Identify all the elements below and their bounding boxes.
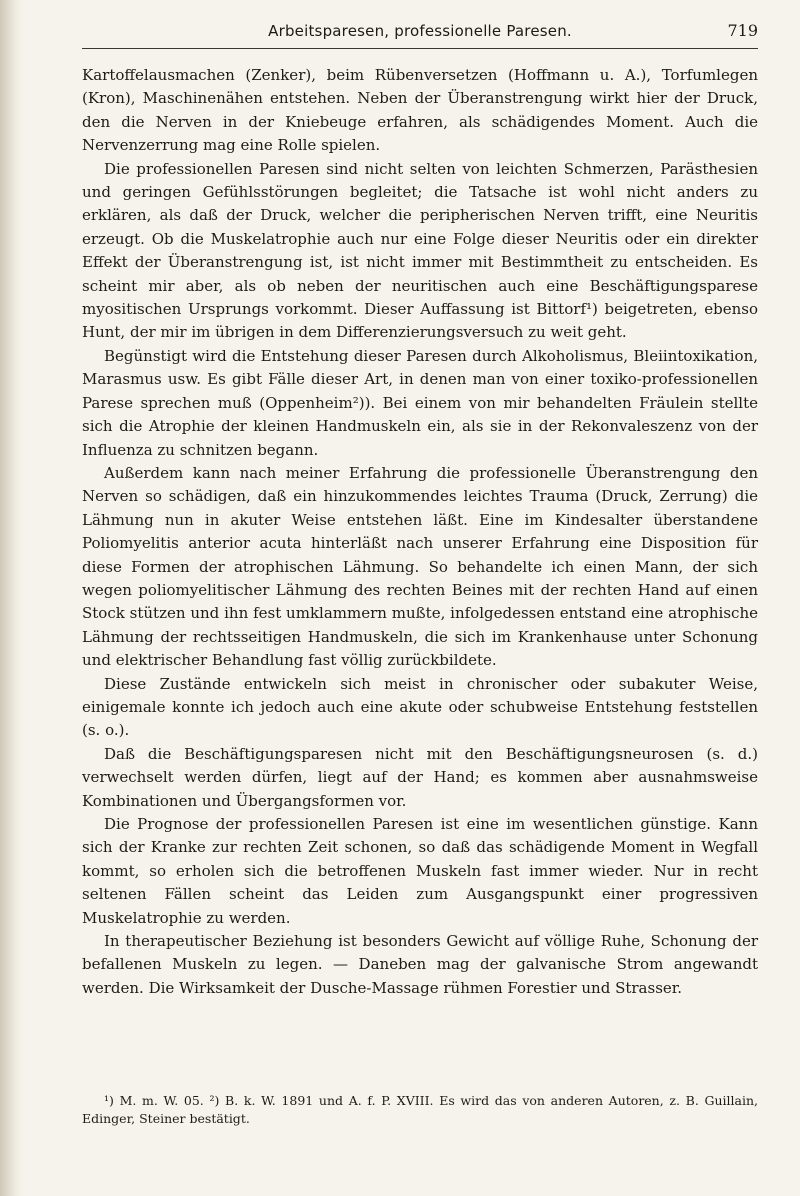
page-spine-shadow <box>0 0 22 1196</box>
paragraph-2: Die professionellen Paresen sind nicht selten von leichten Schmerzen, Parästhesien und geringen Gefühlsstörungen begleitet; die Tatsache ist wohl nicht anders zu erklären, als daß der Druck, welcher die peripherischen Nerven trifft, eine Neuritis erzeugt. Ob die Muskelatrophie auch nur eine Folge dieser Neuritis oder ein direkter Effekt der Überanstrengung ist, ist nicht immer mit Bestimmtheit zu entscheiden. Es scheint mir aber, als ob neben der neuritischen auch eine Beschäftigungsparese myositischen Ursprungs vorkommt. Dieser Auffassung ist Bittorf¹) beigetreten, ebenso Hunt, der mir im übrigen in dem Differenzierungsversuch zu weit geht. <box>82 159 758 342</box>
paragraph-1: Kartoffelausmachen (Zenker), beim Rübenversetzen (Hoffmann u. A.), Torfumlegen (Kron), Maschinenähen entstehen. Neben der Überanstrengung wirkt hier der Druck, den die Nerven in der Kniebeuge erfahren, als schädigendes Moment. Auch die Nervenzerrung mag eine Rolle spielen. <box>82 66 758 155</box>
paragraph-8: In therapeutischer Beziehung ist besonders Gewicht auf völlige Ruhe, Schonung der befallenen Muskeln zu legen. — Daneben mag der galvanische Strom angewandt werden. Die Wirksamkeit der Dusche-Massage rühmen Forestier und Strasser. <box>82 932 758 997</box>
running-header <box>82 20 758 49</box>
paragraph-7: Die Prognose der professionellen Paresen ist eine im wesentlichen günstige. Kann sich der Kranke zur rechten Zeit schonen, so daß das schädigende Moment in Wegfall kommt, so erholen sich die betroffenen Muskeln fast immer wieder. Nur in recht seltenen Fällen scheint das Leiden zum Ausgangspunkt einer progressiven Muskelatrophie zu werden. <box>82 815 758 927</box>
paragraph-3: Begünstigt wird die Entstehung dieser Paresen durch Alkoholismus, Bleiintoxikation, Marasmus usw. Es gibt Fälle dieser Art, in denen man von einer toxiko-professionellen Parese sprechen muß (Oppenheim²)). Bei einem von mir behandelten Fräulein stellte sich die Atrophie der kleinen Handmuskeln ein, als sie in der Rekonvaleszenz von der Influenza zu schnitzen begann. <box>82 346 758 459</box>
footnote <box>82 1092 758 1128</box>
page-number: 719 <box>727 21 758 40</box>
body-text <box>82 64 758 1000</box>
paragraph-5: Diese Zustände entwickeln sich meist in chronischer oder subakuter Weise, einigemale konnte ich jedoch auch eine akute oder schubweise Entstehung feststellen (s. o.). <box>82 674 758 740</box>
running-header-title: Arbeitsparesen, professionelle Paresen. <box>268 22 572 40</box>
paragraph-6: Daß die Beschäftigungsparesen nicht mit den Beschäftigungsneurosen (s. d.) verwechselt werden dürfen, liegt auf der Hand; es kommen aber ausnahmsweise Kombinationen und Übergangsformen vor. <box>82 744 758 810</box>
paragraph-4: Außerdem kann nach meiner Erfahrung die professionelle Überanstrengung den Nerven so schädigen, daß ein hinzukommendes leichtes Trauma (Druck, Zerrung) die Lähmung nun in akuter Weise entstehen läßt. Eine im Kindesalter überstandene Poliomyelitis anterior acuta hinterläßt nach unserer Erfahrung eine Disposition für diese Formen der atrophischen Lähmung. So behandelte ich einen Mann, der sich wegen poliomyelitischer Lähmung des rechten Beines mit der rechten Hand auf einen Stock stützen und ihn fest umklammern mußte, infolgedessen entstand eine atrophische Lähmung der rechtsseitigen Handmuskeln, die sich im Krankenhause unter Schonung und elektrischer Behandlung fast völlig zurückbildete. <box>82 463 758 670</box>
footnote-text: ¹) M. m. W. 05. ²) B. k. W. 1891 und A. f. P. XVIII. Es wird das von anderen Autoren, z. B. Guillain, Edinger, Steiner bestätigt. <box>82 1093 758 1126</box>
